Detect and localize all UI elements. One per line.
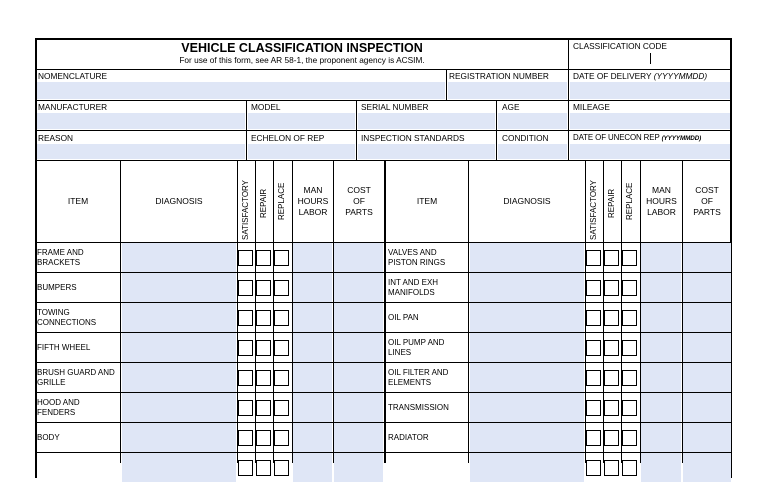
- diagnosis-field[interactable]: [470, 363, 584, 392]
- table-row-item-label: BRUSH GUARD AND GRILLE: [37, 368, 115, 387]
- nomenclature-field[interactable]: [37, 82, 445, 99]
- cost-of-parts-field[interactable]: [683, 393, 731, 422]
- diagnosis-field[interactable]: [470, 393, 584, 422]
- reason-field[interactable]: [37, 144, 245, 159]
- cost-of-parts-field[interactable]: [334, 363, 383, 392]
- man-hours-field[interactable]: [641, 363, 681, 392]
- cost-of-parts-field[interactable]: [334, 393, 383, 422]
- replace-checkbox[interactable]: [622, 340, 637, 356]
- diagnosis-field[interactable]: [470, 303, 584, 332]
- cost-of-parts-field[interactable]: [334, 303, 383, 332]
- cost-of-parts-header: COST OF PARTS: [345, 185, 373, 217]
- satisfactory-checkbox[interactable]: [586, 250, 601, 266]
- registration-number-label: REGISTRATION NUMBER: [449, 71, 549, 81]
- diagnosis-field[interactable]: [122, 333, 236, 362]
- manufacturer-label: MANUFACTURER: [38, 102, 108, 112]
- repair-checkbox[interactable]: [256, 340, 271, 356]
- repair-checkbox[interactable]: [256, 280, 271, 296]
- condition-field[interactable]: [498, 144, 567, 159]
- cost-of-parts-field[interactable]: [334, 243, 383, 272]
- diagnosis-field[interactable]: [122, 273, 236, 302]
- condition-label: CONDITION: [502, 133, 549, 143]
- repair-checkbox[interactable]: [604, 460, 619, 476]
- diagnosis-field[interactable]: [122, 303, 236, 332]
- satisfactory-checkbox[interactable]: [586, 340, 601, 356]
- replace-checkbox[interactable]: [622, 430, 637, 446]
- repair-header: REPAIR: [259, 188, 268, 218]
- repair-checkbox[interactable]: [604, 370, 619, 386]
- serial-number-label: SERIAL NUMBER: [361, 102, 429, 112]
- table-row-item-label: FIFTH WHEEL: [37, 342, 91, 352]
- replace-header: REPLACE: [277, 182, 286, 220]
- man-hours-field[interactable]: [293, 333, 332, 362]
- cost-of-parts-field[interactable]: [334, 453, 383, 482]
- cost-of-parts-field[interactable]: [683, 303, 731, 332]
- repair-checkbox[interactable]: [256, 370, 271, 386]
- man-hours-field[interactable]: [293, 243, 332, 272]
- classification-code-label: CLASSIFICATION CODE: [573, 41, 667, 51]
- diagnosis-header: DIAGNOSIS: [155, 196, 203, 206]
- satisfactory-checkbox[interactable]: [238, 460, 253, 476]
- repair-checkbox[interactable]: [256, 250, 271, 266]
- diagnosis-header: DIAGNOSIS: [503, 196, 551, 206]
- cost-of-parts-field[interactable]: [334, 273, 383, 302]
- satisfactory-checkbox[interactable]: [586, 460, 601, 476]
- table-row-item-label: RADIATOR: [388, 432, 429, 442]
- diagnosis-field[interactable]: [122, 393, 236, 422]
- date-of-delivery-field[interactable]: [570, 82, 730, 99]
- repair-checkbox[interactable]: [604, 280, 619, 296]
- satisfactory-checkbox[interactable]: [238, 400, 253, 416]
- diagnosis-field[interactable]: [470, 453, 584, 482]
- man-hours-field[interactable]: [293, 273, 332, 302]
- divider: [568, 38, 569, 160]
- satisfactory-checkbox[interactable]: [238, 250, 253, 266]
- cost-of-parts-field[interactable]: [683, 333, 731, 362]
- man-hours-field[interactable]: [641, 423, 681, 452]
- replace-checkbox[interactable]: [622, 400, 637, 416]
- date-of-unecon-rep-label: DATE OF UNECON REP (YYYYMMDD): [573, 133, 702, 142]
- satisfactory-checkbox[interactable]: [586, 310, 601, 326]
- nomenclature-label: NOMENCLATURE: [38, 71, 107, 81]
- satisfactory-header: SATISFACTORY: [589, 179, 598, 240]
- satisfactory-checkbox[interactable]: [238, 340, 253, 356]
- satisfactory-checkbox[interactable]: [586, 430, 601, 446]
- man-hours-field[interactable]: [293, 423, 332, 452]
- divider: [496, 100, 497, 160]
- reason-label: REASON: [38, 133, 74, 143]
- replace-checkbox[interactable]: [622, 280, 637, 296]
- diagnosis-field[interactable]: [470, 333, 584, 362]
- repair-checkbox[interactable]: [256, 400, 271, 416]
- table-row-item-label: OIL PUMP AND LINES: [388, 338, 445, 357]
- satisfactory-checkbox[interactable]: [238, 310, 253, 326]
- repair-checkbox[interactable]: [256, 310, 271, 326]
- divider: [246, 100, 247, 160]
- diagnosis-field[interactable]: [122, 363, 236, 392]
- cost-of-parts-field[interactable]: [683, 453, 731, 482]
- repair-checkbox[interactable]: [604, 430, 619, 446]
- date-of-unecon-rep-field[interactable]: [570, 144, 730, 159]
- table-row-item-label: OIL PAN: [388, 312, 419, 322]
- diagnosis-field[interactable]: [470, 243, 584, 272]
- mileage-field[interactable]: [570, 113, 730, 129]
- table-row-item-label: BUMPERS: [37, 282, 77, 292]
- age-label: AGE: [502, 102, 520, 112]
- cost-of-parts-field[interactable]: [683, 363, 731, 392]
- item-header: ITEM: [416, 196, 438, 206]
- replace-checkbox[interactable]: [622, 460, 637, 476]
- satisfactory-checkbox[interactable]: [586, 280, 601, 296]
- inspection-standards-field[interactable]: [358, 144, 495, 159]
- replace-checkbox[interactable]: [274, 310, 289, 326]
- inspection-standards-label: INSPECTION STANDARDS: [361, 133, 465, 143]
- divider: [35, 130, 732, 131]
- table-row-item-label: HOOD AND FENDERS: [37, 398, 80, 417]
- cost-of-parts-header: COST OF PARTS: [693, 185, 721, 217]
- replace-checkbox[interactable]: [622, 370, 637, 386]
- satisfactory-checkbox[interactable]: [586, 400, 601, 416]
- repair-checkbox[interactable]: [604, 310, 619, 326]
- satisfactory-header: SATISFACTORY: [241, 179, 250, 240]
- table-row-item-label: OIL FILTER AND ELEMENTS: [388, 368, 449, 387]
- man-hours-field[interactable]: [641, 273, 681, 302]
- table-row-item-label: TOWING CONNECTIONS: [37, 308, 97, 327]
- date-of-delivery-label: DATE OF DELIVERY (YYYYMMDD): [573, 71, 708, 81]
- age-field[interactable]: [498, 113, 567, 129]
- repair-checkbox[interactable]: [604, 340, 619, 356]
- diagnosis-field[interactable]: [122, 243, 236, 272]
- replace-header: REPLACE: [625, 182, 634, 220]
- satisfactory-checkbox[interactable]: [586, 370, 601, 386]
- man-hours-field[interactable]: [641, 453, 681, 482]
- replace-checkbox[interactable]: [274, 280, 289, 296]
- man-hours-field[interactable]: [293, 363, 332, 392]
- man-hours-field[interactable]: [641, 333, 681, 362]
- manufacturer-field[interactable]: [37, 113, 245, 129]
- table-row-item-label: INT AND EXH MANIFOLDS: [388, 278, 439, 297]
- item-header: ITEM: [67, 196, 89, 206]
- divider: [356, 100, 357, 160]
- cost-of-parts-field[interactable]: [683, 273, 731, 302]
- echelon-of-rep-field[interactable]: [248, 144, 355, 159]
- satisfactory-checkbox[interactable]: [238, 370, 253, 386]
- man-hours-field[interactable]: [641, 243, 681, 272]
- replace-checkbox[interactable]: [622, 250, 637, 266]
- divider: [35, 100, 732, 101]
- diagnosis-field[interactable]: [122, 423, 236, 452]
- man-hours-labor-header: MAN HOURS LABOR: [297, 185, 329, 217]
- mileage-label: MILEAGE: [573, 102, 610, 112]
- model-label: MODEL: [251, 102, 281, 112]
- echelon-of-rep-label: ECHELON OF REP: [251, 133, 325, 143]
- replace-checkbox[interactable]: [274, 400, 289, 416]
- replace-checkbox[interactable]: [274, 370, 289, 386]
- cost-of-parts-field[interactable]: [334, 423, 383, 452]
- satisfactory-checkbox[interactable]: [238, 280, 253, 296]
- table-row-item-label: VALVES AND PISTON RINGS: [388, 248, 446, 267]
- satisfactory-checkbox[interactable]: [238, 430, 253, 446]
- table-row-item-label: FRAME AND BRACKETS: [37, 248, 84, 267]
- form-title: VEHICLE CLASSIFICATION INSPECTION: [181, 41, 423, 55]
- replace-checkbox[interactable]: [274, 460, 289, 476]
- model-field[interactable]: [248, 113, 355, 129]
- man-hours-field[interactable]: [641, 393, 681, 422]
- diagnosis-field[interactable]: [470, 423, 584, 452]
- diagnosis-field[interactable]: [122, 453, 236, 482]
- table-row-item-label: TRANSMISSION: [388, 402, 449, 412]
- repair-checkbox[interactable]: [256, 430, 271, 446]
- diagnosis-field[interactable]: [470, 273, 584, 302]
- man-hours-field[interactable]: [293, 393, 332, 422]
- man-hours-field[interactable]: [641, 303, 681, 332]
- table-row-item-label: BODY: [37, 432, 60, 442]
- divider: [35, 69, 732, 70]
- replace-checkbox[interactable]: [274, 340, 289, 356]
- repair-checkbox[interactable]: [604, 400, 619, 416]
- man-hours-labor-header: MAN HOURS LABOR: [646, 185, 677, 217]
- serial-number-field[interactable]: [358, 113, 495, 129]
- man-hours-field[interactable]: [293, 453, 332, 482]
- text-caret: [650, 53, 651, 64]
- repair-checkbox[interactable]: [256, 460, 271, 476]
- replace-checkbox[interactable]: [274, 430, 289, 446]
- repair-header: REPAIR: [607, 188, 616, 218]
- cost-of-parts-field[interactable]: [683, 423, 731, 452]
- replace-checkbox[interactable]: [274, 250, 289, 266]
- form-subtitle: For use of this form, see AR 58-1, the proponent agency is ACSIM.: [179, 55, 425, 65]
- divider: [446, 69, 447, 100]
- cost-of-parts-field[interactable]: [334, 333, 383, 362]
- man-hours-field[interactable]: [293, 303, 332, 332]
- repair-checkbox[interactable]: [604, 250, 619, 266]
- cost-of-parts-field[interactable]: [683, 243, 731, 272]
- registration-number-field[interactable]: [448, 82, 567, 99]
- replace-checkbox[interactable]: [622, 310, 637, 326]
